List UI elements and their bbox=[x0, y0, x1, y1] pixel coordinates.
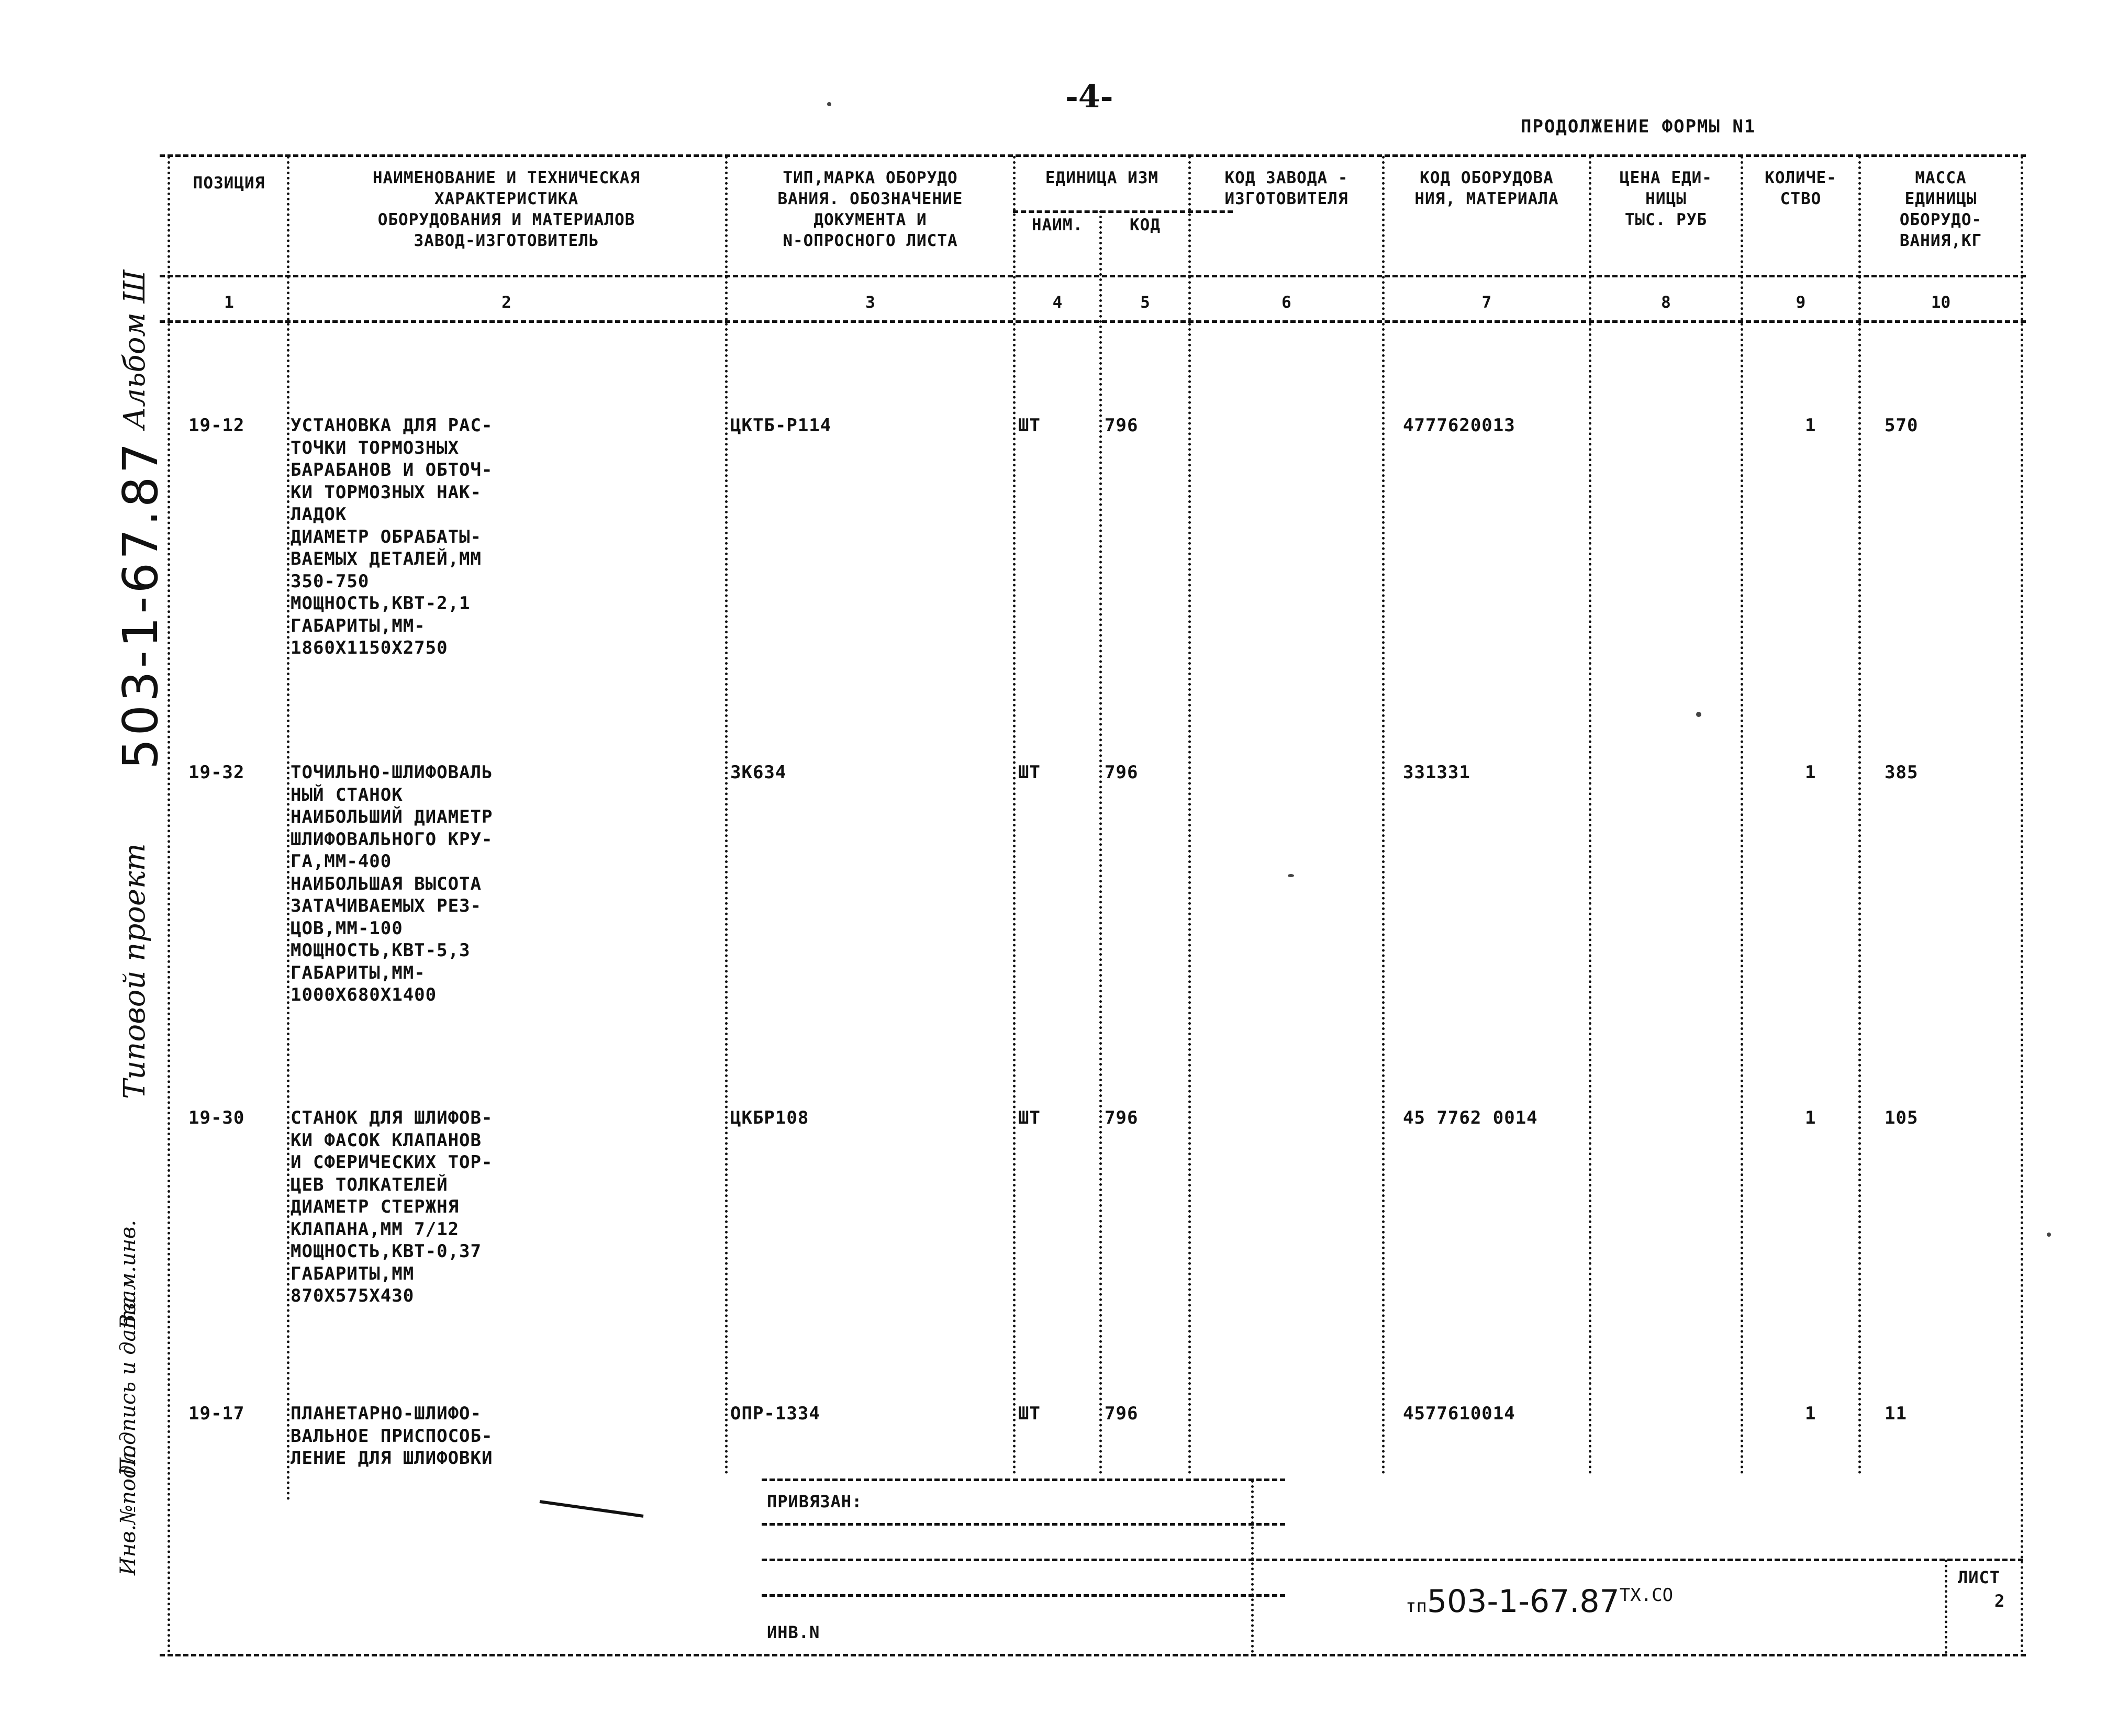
bound-label: ПРИВЯЗАН: bbox=[767, 1492, 863, 1511]
column-separator bbox=[1188, 156, 1191, 1475]
unit-cell: ШТ bbox=[1018, 1107, 1041, 1128]
type-cell: ОПР-1334 bbox=[730, 1403, 820, 1424]
scan-speck bbox=[2047, 1233, 2051, 1237]
description-cell: ТОЧИЛЬНО-ШЛИФОВАЛЬ НЫЙ СТАНОК НАИБОЛЬШИЙ ДИАМЕТР ШЛИФОВАЛЬНОГО КРУ- ГА,ММ-400 НАИБОЛЬШАЯ ВЫСОТА ЗАТАЧИВАЕМЫХ РЕЗ- ЦОВ,ММ-100 МОЩНОСТЬ,КВТ-5,3 ГАБАРИТЫ,ММ- 1000X680X1400 bbox=[291, 762, 493, 1005]
type-cell: ЦКТБ-Р114 bbox=[730, 415, 832, 436]
sheet-number: 2 bbox=[1994, 1591, 2005, 1611]
document-code-number: 503-1-67.87 bbox=[1426, 1583, 1620, 1620]
column-separator bbox=[287, 156, 289, 1501]
document-code-prefix: тп bbox=[1406, 1596, 1427, 1617]
quantity-cell: 1 bbox=[1805, 1107, 1816, 1128]
position-cell: 19-32 bbox=[188, 762, 245, 783]
header-position: ПОЗИЦИЯ bbox=[193, 174, 265, 193]
header-bottom-border bbox=[160, 275, 2026, 277]
continuation-label: ПРОДОЛЖЕНИЕ ФОРМЫ N1 bbox=[1521, 116, 1756, 137]
column-number: 10 bbox=[1931, 293, 1951, 312]
column-number: 6 bbox=[1281, 293, 1291, 312]
header-unit-name: НАИМ. bbox=[1031, 216, 1084, 234]
mass-cell: 11 bbox=[1885, 1403, 1907, 1424]
mass-cell: 385 bbox=[1885, 762, 1919, 783]
description-cell: УСТАНОВКА ДЛЯ РАС- ТОЧКИ ТОРМОЗНЫХ БАРАБАНОВ И ОБТОЧ- КИ ТОРМОЗНЫХ НАК- ЛАДОК ДИАМЕТР ОБРАБАТЫ- ВАЕМЫХ ДЕТАЛЕЙ,ММ 350-750 МОЩНОСТЬ,КВТ-2,1 ГАБАРИТЫ,ММ- 1860X1150X2750 bbox=[291, 415, 493, 658]
stamp-separator bbox=[1945, 1560, 1947, 1654]
column-number: 4 bbox=[1052, 293, 1063, 312]
column-number: 3 bbox=[865, 293, 875, 312]
header-type: ТИП,МАРКА ОБОРУДО ВАНИЯ. ОБОЗНАЧЕНИЕ ДОКУМЕНТА И N-ОПРОСНОГО ЛИСТА bbox=[777, 169, 963, 250]
column-number-border bbox=[160, 320, 2026, 323]
stamp-border bbox=[762, 1594, 1285, 1597]
column-separator bbox=[168, 156, 170, 1654]
project-code-label: 503-1-67.87 bbox=[113, 440, 169, 769]
unit-cell: ШТ bbox=[1018, 1403, 1041, 1424]
page-number: -4- bbox=[1065, 79, 1113, 115]
header-unit-code: КОД bbox=[1130, 216, 1161, 234]
position-cell: 19-12 bbox=[188, 415, 245, 436]
column-number: 9 bbox=[1796, 293, 1806, 312]
header-price: ЦЕНА ЕДИ- НИЦЫ ТЫС. РУБ bbox=[1620, 169, 1712, 229]
header-unit: ЕДИНИЦА ИЗМ bbox=[1045, 169, 1159, 187]
description-cell: СТАНОК ДЛЯ ШЛИФОВ- КИ ФАСОК КЛАПАНОВ И СФЕРИЧЕСКИХ ТОР- ЦЕВ ТОЛКАТЕЛЕЙ ДИАМЕТР СТЕРЖНЯ КЛАПАНА,ММ 7/12 МОЩНОСТЬ,КВТ-0,37 ГАБАРИТЫ,ММ 870X575X430 bbox=[291, 1107, 493, 1306]
stamp-separator bbox=[1251, 1480, 1254, 1653]
unit-cell: ШТ bbox=[1018, 762, 1041, 783]
column-separator bbox=[1858, 156, 1861, 1475]
column-separator bbox=[1013, 156, 1016, 1475]
quantity-cell: 1 bbox=[1805, 415, 1816, 436]
document-code bbox=[1406, 1583, 1673, 1620]
project-type-label: Типовой проект bbox=[118, 843, 152, 1099]
column-separator bbox=[1741, 156, 1743, 1475]
signature-date-label: Подпись и дата bbox=[116, 1296, 140, 1476]
scan-speck bbox=[1288, 874, 1294, 877]
header-factory-code: КОД ЗАВОДА - ИЗГОТОВИТЕЛЯ bbox=[1224, 169, 1348, 208]
inventory-number-label: ИНВ.N bbox=[767, 1622, 820, 1642]
column-number: 1 bbox=[224, 293, 234, 312]
type-cell: 3К634 bbox=[730, 762, 787, 783]
pen-stroke bbox=[540, 1500, 644, 1518]
mass-cell: 570 bbox=[1885, 415, 1919, 436]
column-separator bbox=[1589, 156, 1591, 1475]
type-cell: ЦКБР108 bbox=[730, 1107, 809, 1128]
equipment-code-cell: 4577610014 bbox=[1403, 1403, 1515, 1424]
unit-code-cell: 796 bbox=[1105, 1107, 1139, 1128]
stamp-border bbox=[762, 1479, 1285, 1481]
position-cell: 19-17 bbox=[188, 1403, 245, 1424]
equipment-code-cell: 331331 bbox=[1403, 762, 1470, 783]
equipment-code-cell: 45 7762 0014 bbox=[1403, 1107, 1538, 1128]
position-cell: 19-30 bbox=[188, 1107, 245, 1128]
header-equipment-code: КОД ОБОРУДОВА НИЯ, МАТЕРИАЛА bbox=[1414, 169, 1559, 208]
unit-code-cell: 796 bbox=[1105, 1403, 1139, 1424]
mass-cell: 105 bbox=[1885, 1107, 1919, 1128]
replacement-label: Взам.инв. bbox=[116, 1219, 140, 1329]
scan-speck bbox=[1696, 712, 1701, 717]
table-top-border bbox=[160, 154, 2026, 157]
album-label: Альбом Ш bbox=[118, 270, 152, 429]
column-number: 8 bbox=[1661, 293, 1671, 312]
scan-speck bbox=[827, 102, 831, 106]
column-number: 5 bbox=[1140, 293, 1150, 312]
stamp-border bbox=[762, 1523, 1285, 1526]
header-name: НАИМЕНОВАНИЕ И ТЕХНИЧЕСКАЯ ХАРАКТЕРИСТИКА ОБОРУДОВАНИЯ И МАТЕРИАЛОВ ЗАВОД-ИЗГОТОВИТЕЛЬ bbox=[372, 169, 641, 250]
inv-orig-label: Инв.№подл. bbox=[116, 1445, 140, 1575]
header-quantity: КОЛИЧЕ- СТВО bbox=[1765, 169, 1837, 208]
column-separator bbox=[725, 156, 728, 1475]
table-bottom-border bbox=[160, 1654, 2026, 1656]
column-number: 2 bbox=[501, 293, 511, 312]
header-mass: МАССА ЕДИНИЦЫ ОБОРУДО- ВАНИЯ,КГ bbox=[1899, 169, 1982, 250]
quantity-cell: 1 bbox=[1805, 762, 1816, 783]
unit-cell: ШТ bbox=[1018, 415, 1041, 436]
stamp-border bbox=[762, 1559, 2023, 1561]
unit-subheader-border bbox=[1013, 210, 1233, 213]
column-separator bbox=[1382, 156, 1385, 1475]
description-cell: ПЛАНЕТАРНО-ШЛИФО- ВАЛЬНОЕ ПРИСПОСОБ- ЛЕНИЕ ДЛЯ ШЛИФОВКИ bbox=[291, 1403, 493, 1469]
document-code-suffix: ТХ.СО bbox=[1619, 1585, 1674, 1606]
sheet-label: ЛИСТ bbox=[1958, 1567, 2001, 1587]
column-separator bbox=[2021, 156, 2023, 1654]
column-number: 7 bbox=[1481, 293, 1492, 312]
equipment-code-cell: 4777620013 bbox=[1403, 415, 1515, 436]
column-separator bbox=[1099, 210, 1102, 1475]
unit-code-cell: 796 bbox=[1105, 762, 1139, 783]
quantity-cell: 1 bbox=[1805, 1403, 1816, 1424]
unit-code-cell: 796 bbox=[1105, 415, 1139, 436]
